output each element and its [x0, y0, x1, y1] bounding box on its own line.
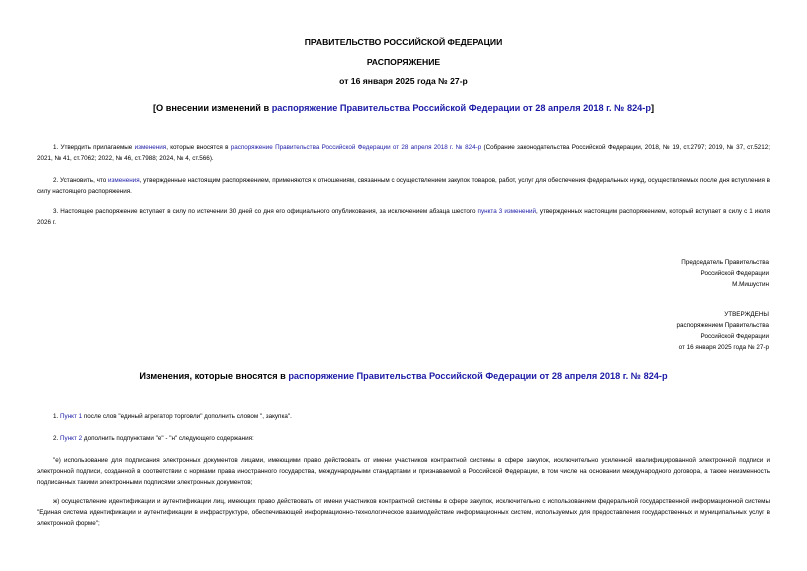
p1-link-changes[interactable]: изменения	[134, 144, 167, 151]
p3-text-a: 3. Настоящее распоряжение вступает в силу по истечении 30 дней со дня его официального опубликования, за исключением абзаца шестого	[53, 208, 478, 215]
title-prefix: [О внесении изменений в	[152, 103, 272, 113]
changes-title-prefix: Изменения, которые вносятся в	[139, 371, 289, 381]
changes-title-link-824r[interactable]: распоряжение Правительства Российской Федерации от 28 апреля 2018 г. № 824-р	[288, 371, 668, 381]
subpoint-e-text: "е) использование для подписания электронных документов лицами, имеющими право действовать от имени участников контрактной системы в сфере закупок, исключительно усиленной квалифицированной электронной подписи и электронной подписи, созданной в соответствии с нормами права иностранного государства, международными стандартами и признаваемой в Российской Федерации, в том числе на основании международного договора, а также неизменность подписанных такими электронными подписями электронных документов;	[37, 457, 770, 486]
approval-heading: УТВЕРЖДЕНЫ	[724, 311, 769, 318]
change-item-2	[37, 433, 770, 444]
document-title	[0, 103, 807, 113]
subpoint-e	[37, 455, 770, 488]
paragraph-2	[37, 175, 770, 197]
signature-position: Председатель Правительства	[681, 259, 769, 266]
p1-link-824r[interactable]: распоряжение Правительства Российской Федерации от 28 апреля 2018 г. № 824-р	[230, 144, 482, 151]
approval-block	[677, 309, 769, 353]
p2-text-a: 2. Установить, что	[53, 177, 108, 184]
changes-title	[0, 371, 807, 381]
p1-text-a: 1. Утвердить прилагаемые	[53, 144, 135, 151]
subpoint-zh	[37, 496, 770, 529]
change-1-link-point1[interactable]: Пункт 1	[60, 413, 83, 420]
p2-text-b: , утвержденные настоящим распоряжением, применяются к отношениям, связанным с осуществлением закупок товаров, работ, услуг для обеспечения федеральных нужд, осуществляемых после дня вступления в силу настоящего распоряжения.	[37, 177, 770, 195]
approval-line-3: Российской Федерации	[700, 333, 769, 340]
approval-date-number: от 16 января 2025 года № 27-р	[678, 344, 769, 351]
document-date-number: от 16 января 2025 года № 27-р	[339, 76, 468, 86]
p3-link-point3[interactable]: пункта 3 изменений	[477, 208, 537, 215]
p2-link-changes[interactable]: изменения	[107, 177, 140, 184]
document-type-heading: РАСПОРЯЖЕНИЕ	[366, 57, 441, 67]
change-2-prefix: 2.	[53, 435, 61, 442]
approval-line-2: распоряжением Правительства	[676, 322, 769, 329]
p1-text-c: (Собрание законодательства Российской Федерации, 2018, № 19, ст.2797; 2019, № 37, ст.5212; 2021, № 41, ст.7062; 2022, № 46, ст.7988; 2024, № 4, ст.566).	[37, 144, 770, 162]
signature-block	[681, 257, 769, 290]
p1-text-b: , которые вносятся в	[166, 144, 231, 151]
p3-text-b: , утвержденных настоящим распоряжением, который вступает в силу с 1 июля 2026 г.	[37, 208, 770, 226]
change-1-text: после слов "единый агрегатор торговли" дополнить словом ", закупка".	[82, 413, 292, 420]
subpoint-zh-text: ж) осуществление идентификации и аутентификации лиц, имеющих право действовать от имени участников контрактной системы в сфере закупок, исключительно с использованием федеральной государственной информационной системы "Единая система идентификации и аутентификации в инфраструктуре, обеспечивающей информационно-технологическое взаимодействие информационных систем, используемых для предоставления государственных и муниципальных услуг в электронной форме";	[37, 498, 770, 527]
change-item-1: 1. Пункт 1 после слов "единый агрегатор торговли" дополнить словом ", закупка".	[53, 413, 292, 420]
signature-name: М.Мишустин	[732, 281, 769, 288]
change-2-text: дополнить подпунктами "е" - "н" следующего содержания:	[82, 435, 254, 442]
title-link-824r[interactable]: распоряжение Правительства Российской Федерации от 28 апреля 2018 г. № 824-р	[271, 103, 651, 113]
change-2-link-point2[interactable]: Пункт 2	[60, 435, 83, 442]
paragraph-1	[37, 142, 770, 164]
signature-country: Российской Федерации	[700, 270, 769, 277]
government-heading: ПРАВИТЕЛЬСТВО РОССИЙСКОЙ ФЕДЕРАЦИИ	[304, 37, 503, 47]
paragraph-3	[37, 206, 770, 228]
title-suffix: ]	[650, 103, 655, 113]
